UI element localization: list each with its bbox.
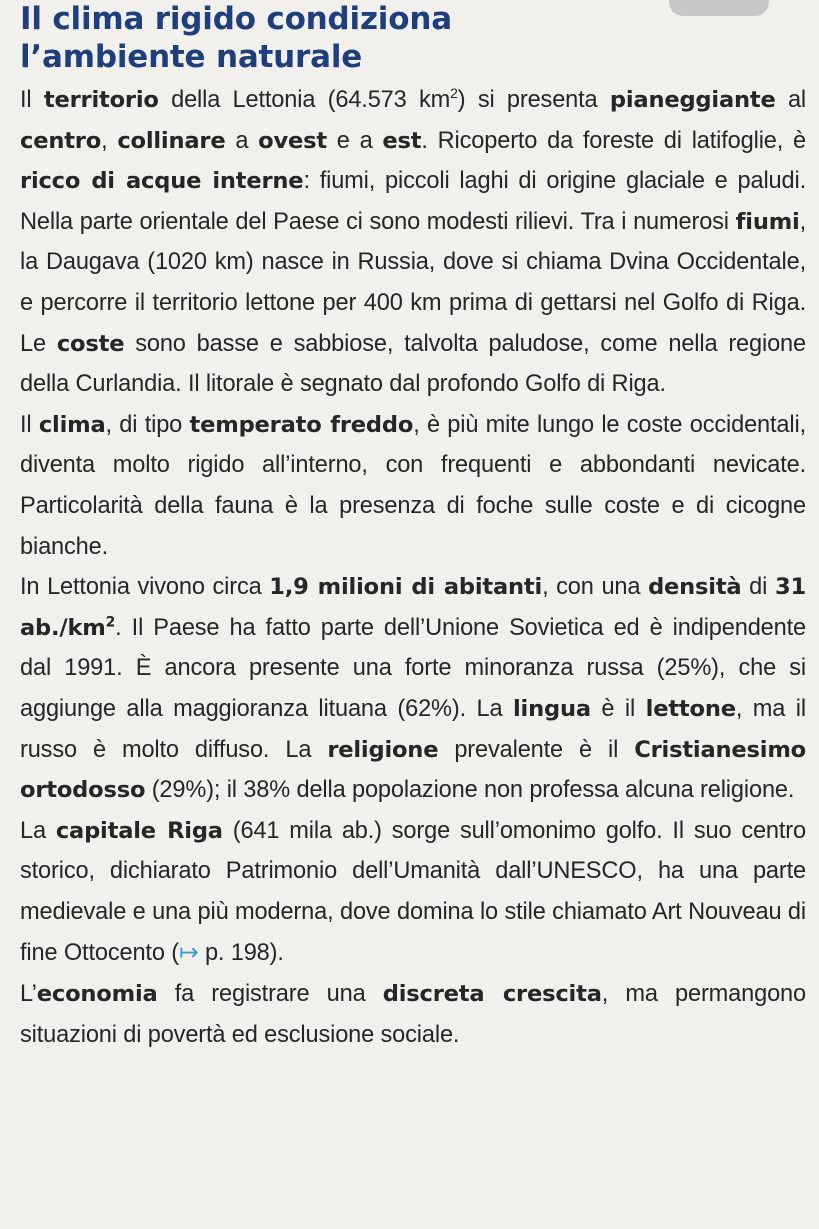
paragraph-clima: Il clima, di tipo temperato freddo, è più mite lungo le coste occidentali, diventa molto rigido all’interno, con frequenti e abbondanti nevicate. Particolarità della fauna è la presenza di foche sulle coste e di cicogne bianche. — [20, 411, 806, 560]
paragraph-popolazione: In Lettonia vivono circa 1,9 milioni di abitanti, con una densità di 31 $ab./km^2$. Il Paese ha fatto parte dell’Unione Sovietica ed è indipendente dal 1991. È ancora presente una forte minoranza russa (25%), che si aggiunge alla maggioranza lituana (62%). La lingua è il lettone, ma il russo è molto diffuso. La religione prevalente è il Cristianesimo ortodosso (29%); il 38% della popolazione non professa alcuna religione. — [20, 574, 806, 804]
page-reference-arrow-icon[interactable]: ↦ — [178, 938, 199, 967]
paragraph-economia: L’economia fa registrare una discreta crescita, ma permangono situazioni di povertà ed esclusione sociale. — [20, 981, 806, 1048]
paragraph-territorio: Il territorio della Lettonia (64.573 $km^2$) si presenta pianeggiante al centro, collinare a ovest e a est. Ricoperto da foreste di latifoglie, è ricco di acque interne: fiumi, piccoli laghi di origine glaciale e paludi. Nella parte orientale del Paese ci sono modesti rilievi. Tra i numerosi fiumi, la Daugava (1020 km) nasce in Russia, dove si chiama Dvina Occidentale, e percorre il territorio lettone per 400 km prima di gettarsi nel Golfo di Riga. Le coste sono basse e sabbiose, talvolta paludose, come nella regione della Curlandia. Il litorale è segnato dal profondo Golfo di Riga. — [20, 85, 807, 398]
heading-line-2: l’ambiente naturale — [20, 39, 363, 75]
heading-line-1: Il clima rigido condiziona — [20, 1, 452, 37]
body-text — [20, 80, 806, 1055]
page-content — [20, 0, 806, 1055]
paragraph-capitale: La capitale Riga (641 mila ab.) sorge sull’omonimo golfo. Il suo centro storico, dichiarato Patrimonio dell’Umanità dall’UNESCO, ha una parte medievale e una più moderna, dove domina lo stile chiamato Art Nouveau di fine Ottocento (↦ p. 198). — [20, 817, 806, 967]
section-heading — [20, 0, 806, 76]
